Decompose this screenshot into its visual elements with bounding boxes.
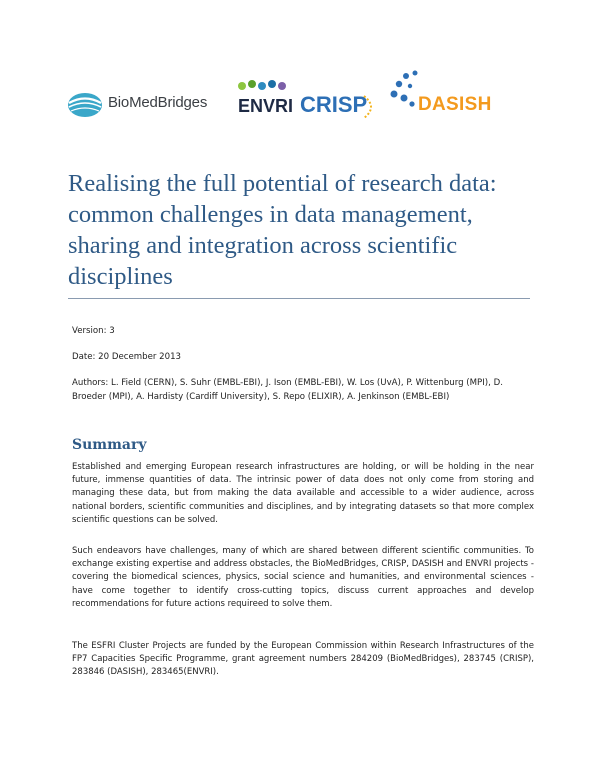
biomedbridges-wordmark: BioMedBridges [108,94,208,111]
envri-dots-icon [236,74,292,94]
dasish-logo [390,68,510,126]
summary-paragraph: The ESFRI Cluster Projects are funded by the European Commission within Research Infrastructures of the FP7 Capacities Specific Programme, grant agreement numbers 284209 (BioMedBridges), 283745 (CRISP), 283846 (DASISH), 283465(ENVRI). [72,641,534,678]
document-title: Realising the full potential of research data: common challenges in data management, sharing and integration across scientific disciplines [68,170,497,290]
crisp-logo [300,82,378,122]
dasish-wordmark: DASISH [418,94,492,115]
envri-logo [236,74,296,122]
summary-paragraph: Such endeavors have challenges, many of which are shared between different scientific communities. To exchange existing expertise and address obstacles, the BioMedBridges, CRISP, DASISH and ENVRI projects - covering the biomedical sciences, physics, social science and humanities, and environmental sciences - have come together to identify cross-cutting topics, discuss current approaches and develop recommendations for future actions requireed to solve them. [72,546,534,609]
version-line: Version: 3 [72,326,115,336]
biomedbridges-logo [66,86,236,122]
authors-line: Authors: L. Field (CERN), S. Suhr (EMBL-EBI), J. Ison (EMBL-EBI), W. Los (UvA), P. Wittenburg (MPI), D. Broeder (MPI), A. Hardisty (Cardiff University), S. Repo (ELIXIR), A. Jenkinson (EMBL-EBI) [72,378,503,402]
title-divider [68,298,530,299]
date-line: Date: 20 December 2013 [72,352,181,362]
crisp-swirl-icon [362,94,380,120]
crisp-wordmark: CRISP [300,92,368,117]
biomedbridges-emblem-icon [66,86,106,122]
partner-logos [60,68,540,128]
envri-wordmark: ENVRI [238,96,294,116]
summary-heading: Summary [72,437,147,453]
summary-paragraph: Established and emerging European research infrastructures are holding, or will be holding in the near future, immense quantities of data. The intrinsic power of data does not only come from storing and managing these data, but from making the data available and accessible to a wider audience, across national borders, scientific communities and disciplines, and by integrating datasets so that more complex scientific questions can be solved. [72,462,534,525]
